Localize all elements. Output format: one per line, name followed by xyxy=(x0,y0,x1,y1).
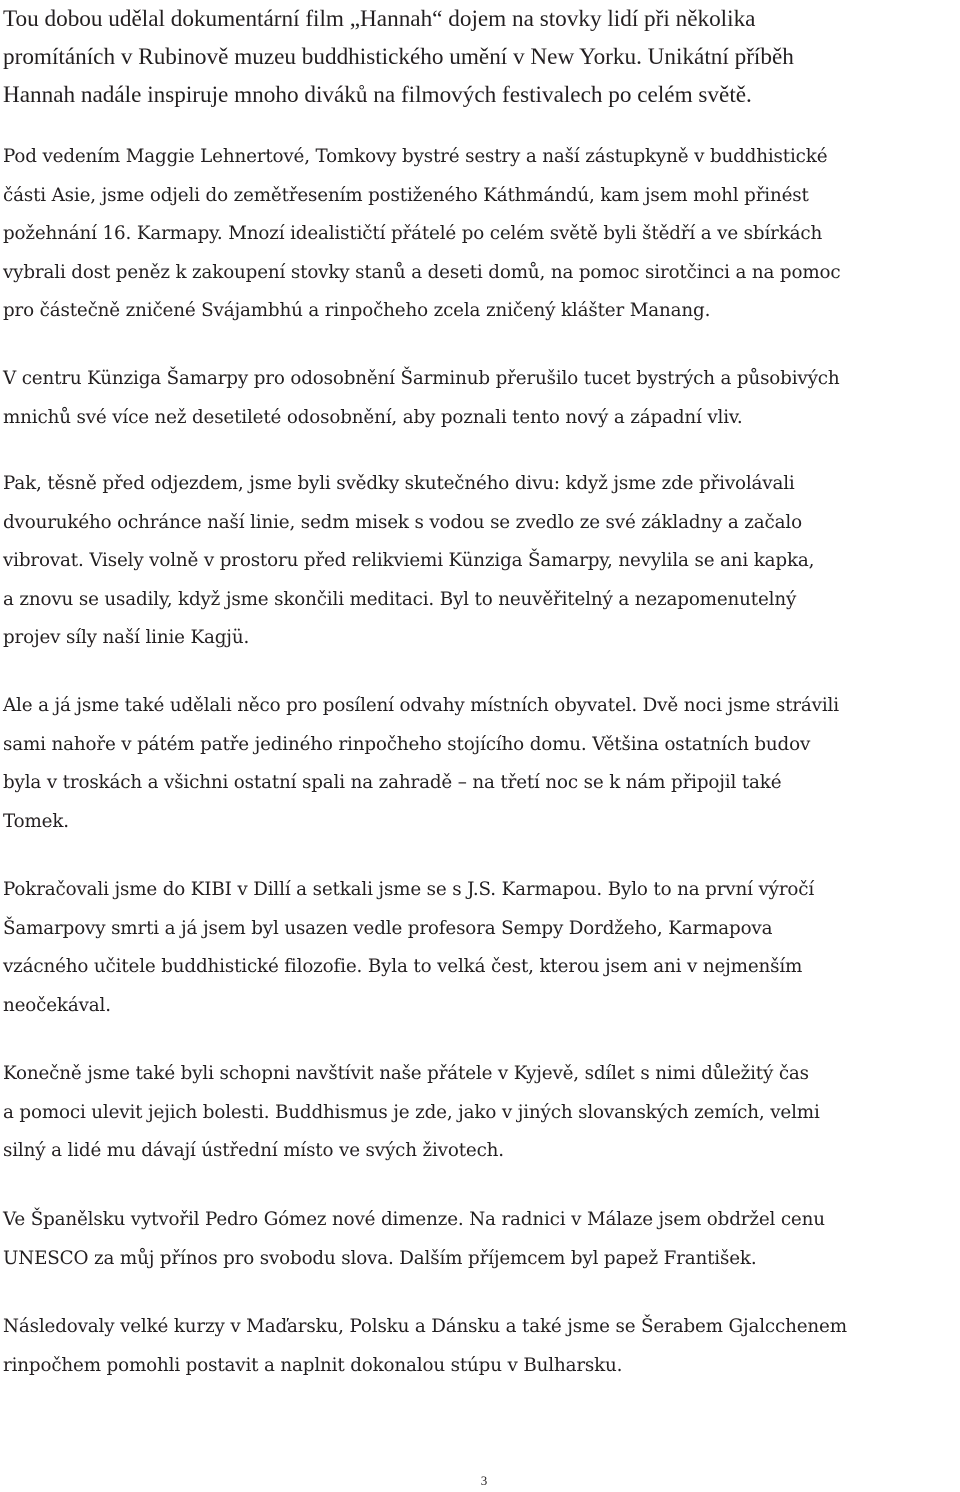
text-line: Tomek. xyxy=(3,810,69,832)
text-line: mnichů své více než desetileté odosobnění, aby poznali tento nový a západní vliv. xyxy=(3,406,743,428)
text-line: projev síly naší linie Kagjü. xyxy=(3,627,250,648)
text-line: Pak, těsně před odjezdem, jsme byli svědky skutečného divu: když jsme zde přivolávali xyxy=(3,473,795,494)
text-line: sami nahoře v pátém patře jediného rinpočheho stojícího domu. Většina ostatních budov xyxy=(3,733,811,755)
text-line: Následovaly velké kurzy v Maďarsku, Polsku a Dánsku a také jsme se Šerabem Gjalcchenem xyxy=(3,1316,847,1337)
text-line: Hannah nadále inspiruje mnoho diváků na filmových festivalech po celém světě. xyxy=(3,82,752,108)
text-line: Ale a já jsme také udělali něco pro posílení odvahy místních obyvatel. Dvě noci jsme strávili xyxy=(3,695,839,716)
text-line: Tou dobou udělal dokumentární film „Hannah“ dojem na stovky lidí při několika xyxy=(3,6,756,32)
text-line: dvourukého ochránce naší linie, sedm misek s vodou se zvedlo ze své základny a začalo xyxy=(3,511,802,533)
paragraph-6 xyxy=(3,871,814,1025)
text-line: požehnání 16. Karmapy. Mnozí idealističtí přátelé po celém světě byli štědří a ve sbírkách xyxy=(3,223,823,244)
text-line: části Asie, jsme odjeli do zemětřesením postiženého Káthmándú, kam jsem mohl přinést xyxy=(3,184,809,206)
paragraph-4 xyxy=(3,465,814,658)
text-line: Pokračovali jsme do KIBI v Dillí a setkali jsme se s J.S. Karmapou. Bylo to na první výročí xyxy=(3,879,815,900)
text-line: Pod vedením Maggie Lehnertové, Tomkovy bystré sestry a naší zástupkyně v buddhistické xyxy=(3,146,828,167)
text-line: V centru Künziga Šamarpy pro odosobnění Šarminub přerušilo tucet bystrých a působivých xyxy=(3,368,840,389)
text-line: silný a lidé mu dávají ústřední místo ve svých životech. xyxy=(3,1140,504,1161)
text-line: rinpočhem pomohli postavit a naplnit dokonalou stúpu v Bulharsku. xyxy=(3,1354,623,1376)
paragraph-3 xyxy=(3,360,839,437)
text-line: a znovu se usadily, když jsme skončili meditaci. Byl to neuvěřitelný a nezapomenutelný xyxy=(3,588,797,610)
text-line: neočekával. xyxy=(3,994,111,1016)
text-line: a pomoci ulevit jejich bolesti. Buddhismus je zde, jako v jiných slovanských zemích, velmi xyxy=(3,1101,820,1123)
paragraph-7 xyxy=(3,1055,820,1171)
text-line: Ve Španělsku vytvořil Pedro Gómez nové dimenze. Na radnici v Málaze jsem obdržel cenu xyxy=(3,1209,825,1230)
text-line: Šamarpovy smrti a já jsem byl usazen vedle profesora Sempy Dordžeho, Karmapova xyxy=(3,917,773,939)
text-line: Konečně jsme také byli schopni navštívit naše přátele v Kyjevě, sdílet s nimi důležitý čas xyxy=(3,1063,809,1084)
text-line: pro částečně zničené Svájambhú a rinpočheho zcela zničený klášter Manang. xyxy=(3,300,711,321)
paragraph-2 xyxy=(3,138,840,331)
paragraph-8 xyxy=(3,1201,825,1278)
text-line: byla v troskách a všichni ostatní spali na zahradě – na třetí noc se k nám připojil také xyxy=(3,772,782,793)
paragraph-1 xyxy=(3,0,794,114)
paragraph-9 xyxy=(3,1308,847,1385)
text-line: vzácného učitele buddhistické filozofie. Byla to velká čest, kterou jsem ani v nejmenším xyxy=(3,956,803,977)
text-line: UNESCO za můj přínos pro svobodu slova. Dalším příjemcem byl papež František. xyxy=(3,1247,757,1269)
text-line: vybrali dost peněz k zakoupení stovky stanů a deseti domů, na pomoc sirotčinci a na pomoc xyxy=(3,261,841,283)
text-line: vibrovat. Visely volně v prostoru před relikviemi Künziga Šamarpy, nevylila se ani kapka, xyxy=(3,550,815,571)
paragraph-5 xyxy=(3,687,839,841)
page-number: 3 xyxy=(480,1473,488,1488)
text-line: promítáních v Rubinově muzeu buddhistického umění v New Yorku. Unikátní příběh xyxy=(3,44,794,70)
